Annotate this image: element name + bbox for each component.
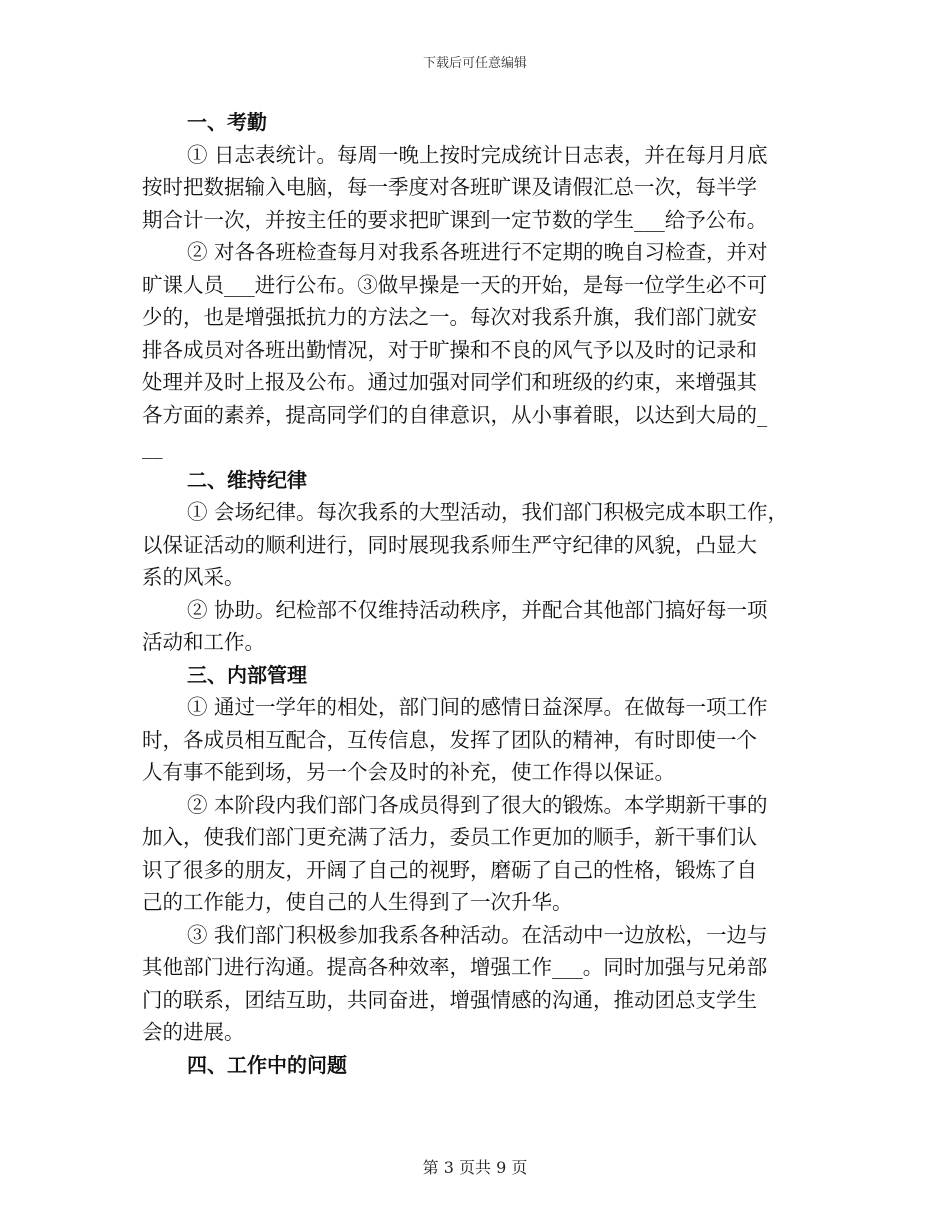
paragraph <box>142 496 810 594</box>
text-line: ② 协助。纪检部不仅维持活动秩序，并配合其他部门搞好每一项 <box>187 597 768 622</box>
text-line: 排各成员对各班出勤情况，对于旷操和不良的风气予以及时的记录和 <box>142 337 757 362</box>
text-line: ① 会场纪律。每次我系的大型活动，我们部门积极完成本职工作， <box>187 500 789 524</box>
text-line: 处理并及时上报及公布。通过加强对同学们和班级的约束，来增强其 <box>142 370 757 394</box>
text-line: 期合计一次，并按主任的要求把旷课到一定节数的学生___给予公布。 <box>142 207 768 232</box>
text-line: 少的，也是增强抵抗力的方法之一。每次对我系升旗，我们部门就安 <box>142 305 757 329</box>
paragraph <box>142 236 810 464</box>
document-body <box>142 106 810 1081</box>
text-line: ① 通过一学年的相处，部门间的感情日益深厚。在做每一项工作 <box>187 695 768 719</box>
text-line: 加入，使我们部门更充满了活力，委员工作更加的顺手，新干事们认 <box>142 825 757 849</box>
text-line: ③ 我们部门积极参加我系各种活动。在活动中一边放松，一边与 <box>187 922 768 947</box>
text-line: 活动和工作。 <box>142 630 265 654</box>
text-line: 时，各成员相互配合，互传信息，发挥了团队的精神，有时即使一个 <box>142 727 757 752</box>
page-header: 下载后可任意编辑 <box>422 56 527 71</box>
paragraph <box>142 789 810 919</box>
paragraph <box>142 919 810 1049</box>
text-line: 系的风采。 <box>142 565 245 589</box>
text-line: ① 日志表统计。每周一晚上按时完成统计日志表，并在每月月底 <box>187 142 768 167</box>
text-line: 门的联系，团结互助，共同奋进，增强情感的沟通，推动团总支学生 <box>142 987 757 1012</box>
paragraph <box>142 691 810 789</box>
section-heading: 三、内部管理 <box>187 662 307 687</box>
section-heading: 四、工作中的问题 <box>187 1052 347 1077</box>
text-line: __ <box>142 435 163 459</box>
text-line: 其他部门进行沟通。提高各种效率，增强工作___。同时加强与兄弟部 <box>142 955 768 979</box>
text-line: 己的工作能力，使自己的人生得到了一次升华。 <box>142 890 573 914</box>
text-line: 各方面的素养，提高同学们的自律意识，从小事着眼，以达到大局的_ <box>142 402 768 427</box>
section-heading: 一、考勤 <box>187 110 267 134</box>
paragraph <box>142 594 810 659</box>
text-line: 人有事不能到场，另一个会及时的补充，使工作得以保证。 <box>142 760 675 784</box>
text-line: 识了很多的朋友，开阔了自己的视野，磨砺了自己的性格，锻炼了自 <box>142 857 757 882</box>
text-line: 以保证活动的顺利进行，同时展现我系师生严守纪律的风貌，凸显大 <box>142 532 757 557</box>
text-line: ② 本阶段内我们部门各成员得到了很大的锻炼。本学期新干事的 <box>187 792 768 817</box>
text-line: 按时把数据输入电脑，每一季度对各班旷课及请假汇总一次，每半学 <box>142 175 757 199</box>
page-footer: 第 3 页共 9 页 <box>422 1158 528 1177</box>
paragraph <box>142 139 810 237</box>
text-line: 旷课人员___进行公布。③做早操是一天的开始，是每一位学生必不可 <box>142 272 768 297</box>
section-heading: 二、维持纪律 <box>187 467 307 492</box>
text-line: 会的进展。 <box>142 1020 245 1044</box>
text-line: ② 对各各班检查每月对我系各班进行不定期的晚自习检查，并对 <box>187 240 768 264</box>
